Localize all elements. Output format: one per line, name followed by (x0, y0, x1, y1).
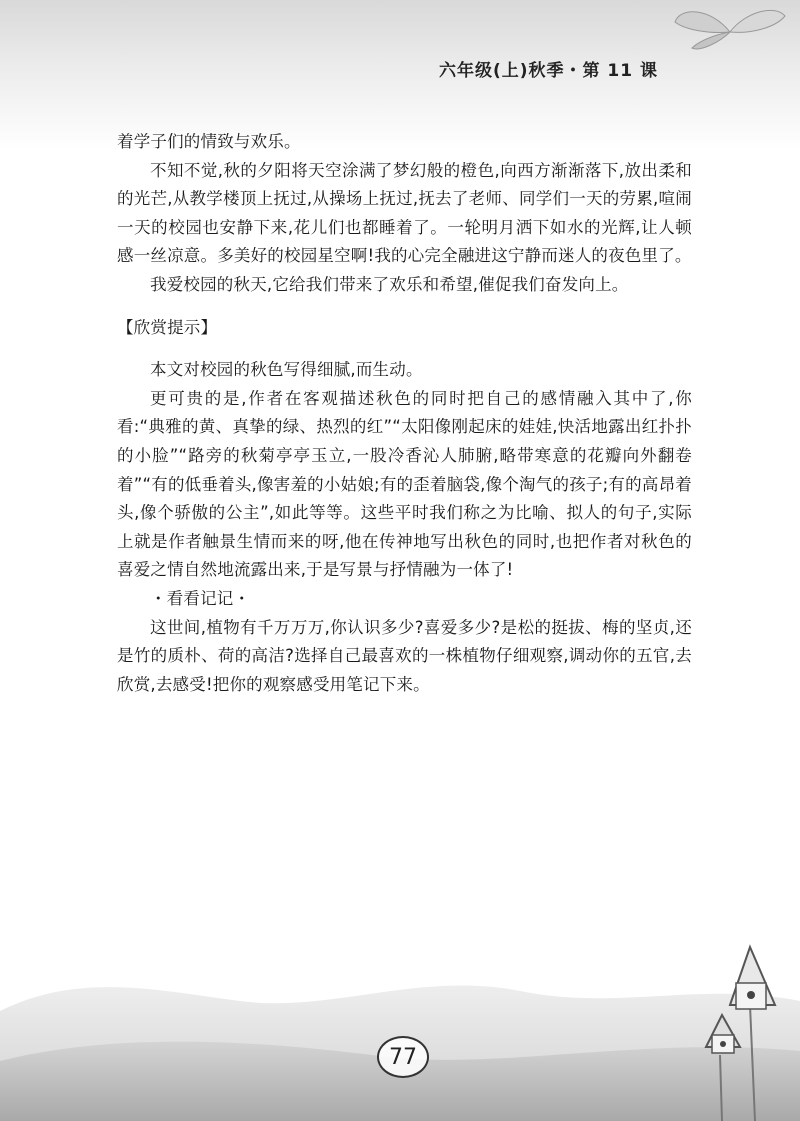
page-number: 77 (377, 1036, 429, 1078)
birdhouse-decoration (690, 935, 800, 1121)
butterfly-decoration (670, 2, 790, 62)
body-paragraph-2: 不知不觉,秋的夕阳将天空涂满了梦幻般的橙色,向西方渐渐落下,放出柔和的光芒,从教学楼顶上抚过,从操场上抚过,抚去了老师、同学们一天的劳累,喧闹一天的校园也安静下来,花儿们也都睡着了。一轮明月洒下如水的光辉,让人顿感一丝凉意。多美好的校园星空啊!我的心完全融进这宁静而迷人的夜色里了。 (117, 160, 692, 266)
body-paragraph-1: 着学子们的情致与欢乐。 (117, 132, 301, 151)
appreciation-heading: 【欣赏提示】 (117, 317, 218, 337)
watch-notes-paragraph: 这世间,植物有千万万万,你认识多少?喜爱多少?是松的挺拔、梅的坚贞,还是竹的质朴、荷的高洁?选择自己最喜欢的一株植物仔细观察,调动你的五官,去欣赏,去感受!把你的观察感受用笔记下来。 (117, 617, 692, 694)
page-content (117, 128, 692, 699)
body-paragraph-3: 我爱校园的秋天,它给我们带来了欢乐和希望,催促我们奋发向上。 (150, 274, 629, 294)
hills-decoration (0, 931, 800, 1121)
appreciation-paragraph-2: 更可贵的是,作者在客观描述秋色的同时把自己的感情融入其中了,你看:“典雅的黄、真挚的绿、热烈的红”“太阳像刚起床的娃娃,快活地露出红扑扑的小脸”“路旁的秋菊亭亭玉立,一股冷香沁人肺腑,略带寒意的花瓣向外翻卷着”“有的低垂着头,像害羞的小姑娘;有的歪着脑袋,像个淘气的孩子;有的高昂着头,像个骄傲的公主”,如此等等。这些平时我们称之为比喻、拟人的句子,实际上就是作者触景生情而来的呀,他在传神地写出秋色的同时,也把作者对秋色的喜爱之情自然地流露出来,于是写景与抒情融为一体了! (117, 388, 692, 580)
appreciation-paragraph-1: 本文对校园的秋色写得细腻,而生动。 (150, 360, 423, 380)
lesson-header: 六年级(上)秋季・第 11 课 (438, 61, 658, 81)
watch-notes-heading: ・看看记记・ (150, 588, 251, 608)
